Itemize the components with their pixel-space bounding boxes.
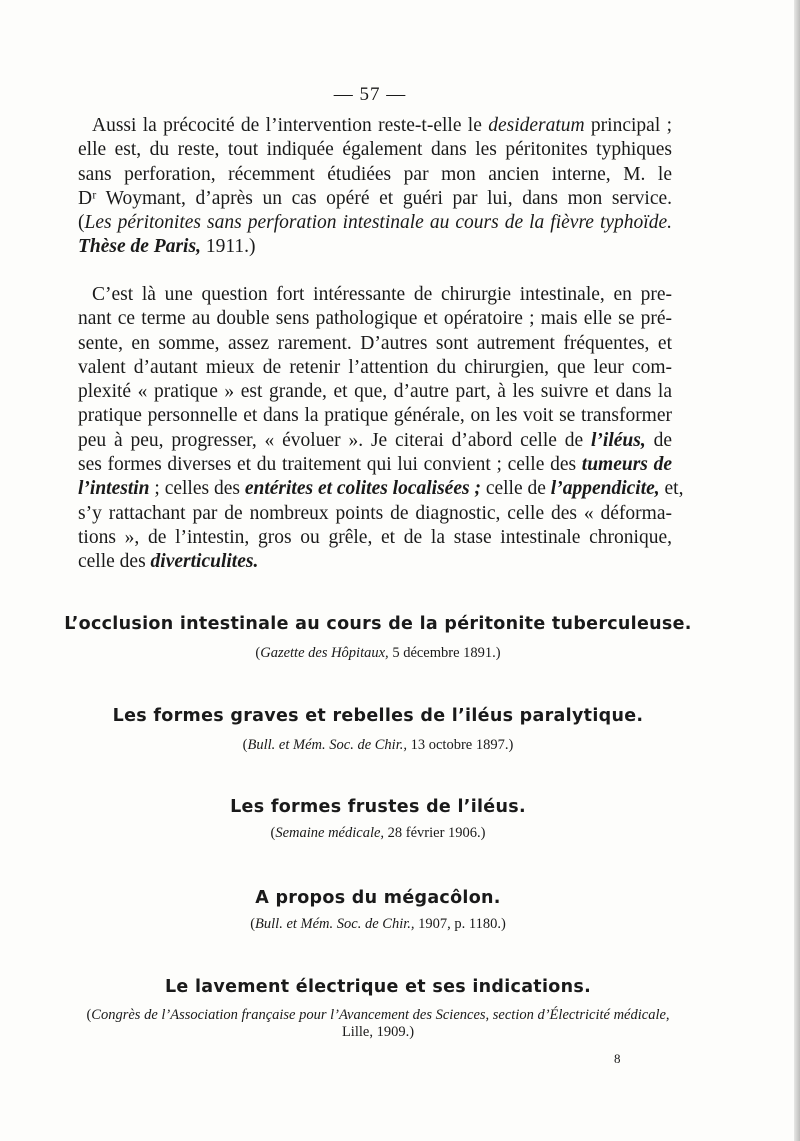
text-line: elle est, du reste, tout indiquée également dans les péritonites typhiques (78, 139, 672, 161)
publication-title: L’occlusion intestinale au cours de la péritonite tuberculeuse. (64, 614, 692, 634)
text-line: Dʳ Woymant, d’après un cas opéré et guéri par lui, dans mon service. (78, 187, 672, 209)
publication-citation: (Gazette des Hôpitaux, 5 décembre 1891.) (255, 645, 501, 661)
publication-title: Les formes frustes de l’iléus. (230, 797, 526, 817)
text-line: pratique personnelle et dans la pratique générale, on les voit se transformer (78, 405, 672, 427)
publication-citation: (Congrès de l’Association française pour l’Avancement des Sciences, section d’Électricité médicale, Lille, 1909.) (86, 1007, 670, 1040)
text-line: sente, en somme, assez rarement. D’autres sont autrement fréquentes, et (78, 332, 672, 354)
publication-citation: (Bull. et Mém. Soc. de Chir., 1907, p. 1180.) (250, 916, 506, 932)
text-line: Thèse de Paris, 1911.) (78, 236, 256, 258)
text-line: sans perforation, récemment étudiées par mon ancien interne, M. le (78, 163, 672, 185)
text-line: celle des diverticulites. (78, 551, 259, 573)
text-line: plexité « pratique » est grande, et que, d’autre part, à les suivre et dans la (78, 381, 672, 403)
page-number: — 57 — (333, 84, 407, 105)
publication-title: Les formes graves et rebelles de l’iléus paralytique. (112, 706, 644, 726)
text-line: peu à peu, progresser, « évoluer ». Je citerai d’abord celle de l’iléus, de (78, 429, 672, 451)
text-line: ses formes diverses et du traitement qui lui convient ; celle des tumeurs de (78, 454, 672, 476)
text-line: tions », de l’intestin, gros ou grêle, et de la stase intestinale chronique, (78, 526, 672, 548)
publication-title: Le lavement électrique et ses indications. (164, 977, 592, 997)
text-line: valent d’autant mieux de retenir l’attention du chirurgien, que leur com- (78, 356, 672, 378)
text-line: (Les péritonites sans perforation intestinale au cours de la fièvre typhoïde. (78, 212, 672, 234)
publication-citation: (Semaine médicale, 28 février 1906.) (270, 825, 486, 841)
text-line: Aussi la précocité de l’intervention reste-t-elle le desideratum principal ; (92, 115, 672, 136)
text-line: s’y rattachant par de nombreux points de diagnostic, celle des « déforma- (78, 502, 672, 524)
text-line: l’intestin ; celles des entérites et colites localisées ; celle de l’appendicite, et, (78, 478, 684, 500)
paragraph-2 (78, 283, 684, 575)
text-line: nant ce terme au double sens pathologique et opératoire ; mais elle se pré- (78, 308, 672, 330)
paragraph-1 (78, 114, 672, 260)
page-edge-shadow (794, 0, 800, 1141)
publication-citation: (Bull. et Mém. Soc. de Chir., 13 octobre 1897.) (242, 737, 514, 753)
publication-title: A propos du mégacôlon. (255, 888, 501, 908)
signature-mark: 8 (614, 1051, 621, 1066)
text-line: C’est là une question fort intéressante de chirurgie intestinale, en pre- (92, 284, 672, 305)
